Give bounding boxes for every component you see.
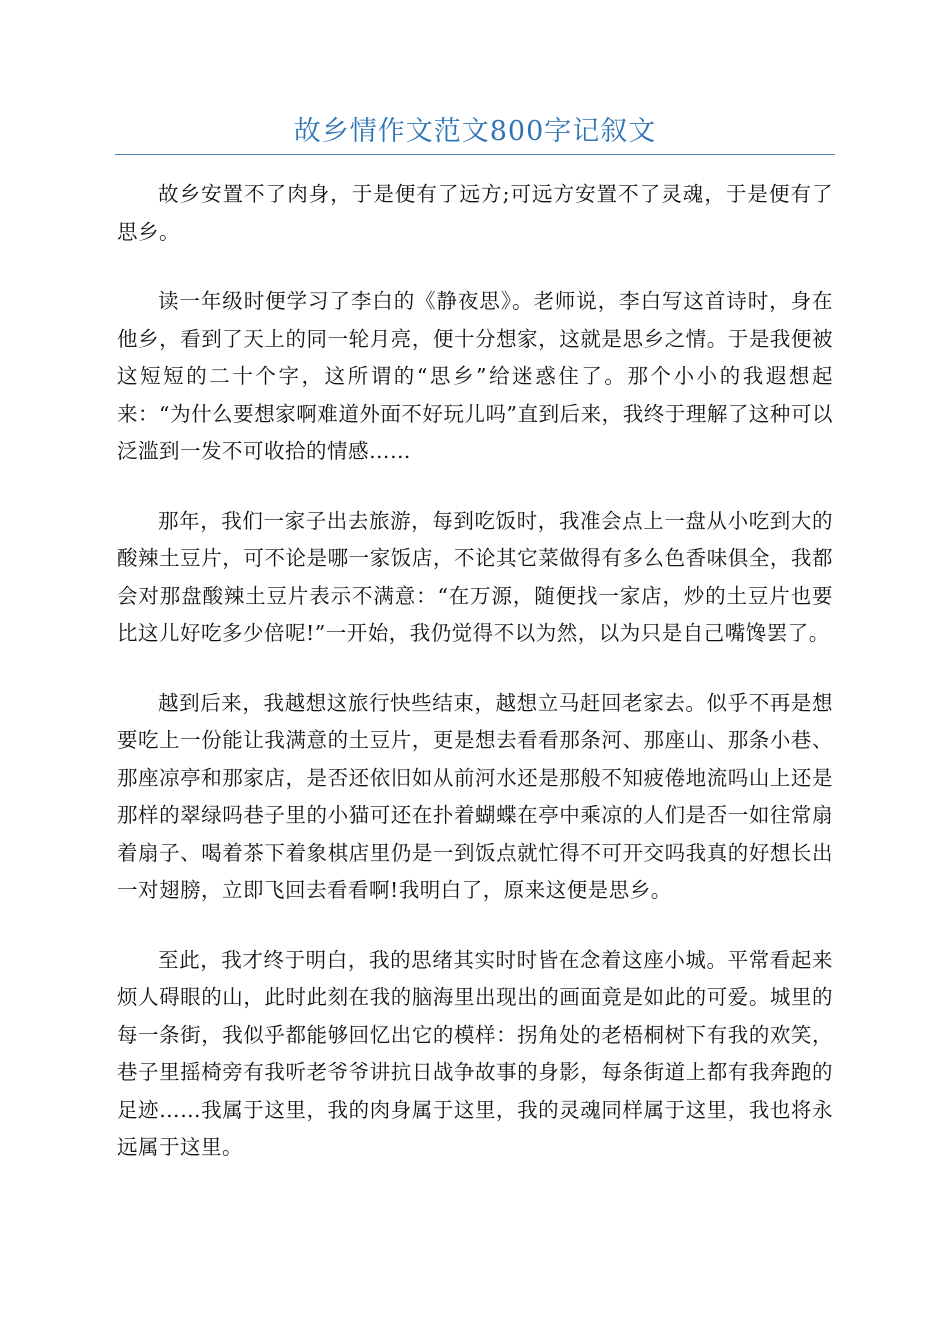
paragraph-2: 读一年级时便学习了李白的《静夜思》。老师说，李白写这首诗时，身在他乡，看到了天上的同一轮月亮，便十分想家，这就是思乡之情。于是我便被这短短的二十个字，这所谓的“思乡”给迷惑住了。那个小小的我遐想起来：“为什么要想家啊难道外面不好玩儿吗”直到后来，我终于理解了这种可以泛滥到一发不可收拾的情感…… <box>117 289 833 463</box>
paragraph-4: 越到后来，我越想这旅行快些结束，越想立马赶回老家去。似乎不再是想要吃上一份能让我满意的土豆片，更是想去看看那条河、那座山、那条小巷、那座凉亭和那家店，是否还依旧如从前河水还是那般不知疲倦地流吗山上还是那样的翠绿吗巷子里的小猫可还在扑着蝴蝶在亭中乘凉的人们是否一如往常扇着扇子、喝着茶下着象棋店里仍是一到饭点就忙得不可开交吗我真的好想长出一对翅膀，立即飞回去看看啊!我明白了，原来这便是思乡。 <box>117 690 833 902</box>
paragraph-1: 故乡安置不了肉身，于是便有了远方;可远方安置不了灵魂，于是便有了思乡。 <box>117 182 833 244</box>
title-underline <box>115 154 835 155</box>
paragraph-3: 那年，我们一家子出去旅游，每到吃饭时，我准会点上一盘从小吃到大的酸辣土豆片，可不论是哪一家饭店，不论其它菜做得有多么色香味俱全，我都会对那盘酸辣土豆片表示不满意：“在万源，随便找一家店，炒的土豆片也要比这儿好吃多少倍呢!”一开始，我仍觉得不以为然，以为只是自己嘴馋罢了。 <box>117 508 833 645</box>
paragraph-5: 至此，我才终于明白，我的思绪其实时时皆在念着这座小城。平常看起来烦人碍眼的山，此时此刻在我的脑海里出现出的画面竟是如此的可爱。城里的每一条街，我似乎都能够回忆出它的模样：拐角处的老梧桐树下有我的欢笑，巷子里摇椅旁有我听老爷爷讲抗日战争故事的身影，每条街道上都有我奔跑的足迹……我属于这里，我的肉身属于这里，我的灵魂同样属于这里，我也将永远属于这里。 <box>117 947 833 1159</box>
document-body <box>117 176 833 1199</box>
document-title: 故乡情作文范文800字记叙文 <box>293 116 657 147</box>
